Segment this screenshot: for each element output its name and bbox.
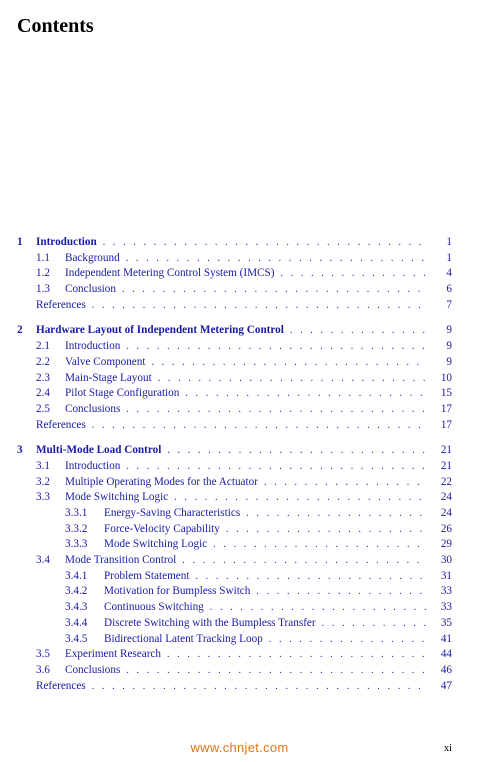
toc-entry-leader — [65, 459, 427, 475]
dot-leader — [213, 537, 427, 553]
dot-leader — [126, 339, 427, 355]
toc-entry-page[interactable]: 10 — [440, 371, 452, 384]
toc-entry-page[interactable]: 33 — [440, 601, 452, 614]
toc-entry-title[interactable]: Multiple Operating Modes for the Actuator — [65, 475, 258, 488]
toc-entry-title[interactable]: Multi-Mode Load Control — [36, 444, 162, 457]
toc-entry-leader — [65, 475, 427, 491]
toc-entry-leader — [65, 553, 427, 569]
toc-section-entry[interactable] — [0, 490, 479, 506]
toc-entry-page[interactable]: 1 — [446, 236, 452, 248]
toc-entry-title[interactable]: Experiment Research — [65, 648, 161, 661]
toc-entry-number: 1.1 — [36, 251, 50, 264]
toc-entry-title[interactable]: Independent Metering Control System (IMCS) — [65, 267, 275, 280]
toc-entry-title[interactable]: Mode Transition Control — [65, 554, 177, 567]
toc-entry-number: 3.1 — [36, 459, 50, 472]
toc-entry-page[interactable]: 35 — [440, 616, 452, 629]
toc-entry-number: 2.5 — [36, 402, 50, 415]
toc-entry-leader — [104, 537, 427, 553]
toc-entry-title[interactable]: Introduction — [65, 459, 121, 472]
toc-section-entry[interactable] — [0, 371, 479, 387]
watermark-url[interactable]: www.chnjet.com — [190, 740, 289, 755]
toc-entry-leader — [65, 355, 427, 371]
toc-entry-leader — [65, 386, 427, 402]
toc-entry-leader — [36, 323, 427, 339]
toc-entry-page[interactable]: 46 — [440, 663, 452, 676]
dot-leader — [264, 475, 427, 491]
toc-chapter-entry[interactable] — [0, 235, 479, 251]
toc-entry-number: 3.3.1 — [65, 507, 88, 519]
toc-entry-leader — [104, 632, 427, 648]
toc-section-entry[interactable] — [0, 459, 479, 475]
toc-entry-page[interactable]: 9 — [446, 324, 452, 337]
toc-entry-number: 1.2 — [36, 267, 50, 280]
toc-entry-leader — [36, 418, 427, 434]
toc-entry-title[interactable]: References — [36, 418, 86, 431]
toc-subsection-entry[interactable] — [0, 632, 479, 648]
toc-entry-title[interactable]: Hardware Layout of Independent Metering Control — [36, 324, 284, 337]
dot-leader — [92, 418, 427, 434]
toc-references-entry[interactable] — [0, 418, 479, 434]
toc-entry-title[interactable]: Pilot Stage Configuration — [65, 387, 180, 400]
dot-leader — [92, 679, 427, 695]
toc-entry-leader — [36, 235, 427, 251]
toc-subsection-entry[interactable] — [0, 616, 479, 632]
dot-leader — [126, 663, 427, 679]
toc-section-entry[interactable] — [0, 282, 479, 298]
toc-entry-leader — [104, 506, 427, 522]
toc-entry-leader — [65, 663, 427, 679]
toc-entry-leader — [65, 371, 427, 387]
dot-leader — [167, 443, 427, 459]
toc-subsection-entry[interactable] — [0, 522, 479, 538]
toc-chapter-entry[interactable] — [0, 323, 479, 339]
toc-entry-leader — [65, 266, 427, 282]
toc-entry-number: 3.2 — [36, 475, 50, 488]
toc-entry-number: 3.4.4 — [65, 616, 88, 629]
toc-entry-number: 3.4.1 — [65, 569, 88, 582]
toc-entry-leader — [65, 490, 427, 506]
toc-entry-number: 3.4.5 — [65, 632, 88, 645]
toc-entry-page[interactable]: 44 — [440, 648, 452, 661]
dot-leader — [195, 569, 427, 585]
dot-leader — [246, 506, 427, 522]
toc-entry-title[interactable]: Problem Statement — [104, 569, 190, 582]
toc-chapter — [0, 323, 479, 433]
toc-section-entry[interactable] — [0, 475, 479, 491]
toc-section-entry[interactable] — [0, 355, 479, 371]
toc-entry-number: 3.3.2 — [65, 522, 88, 535]
toc-entry-title[interactable]: References — [36, 679, 86, 692]
toc-section-entry[interactable] — [0, 553, 479, 569]
dot-leader — [185, 386, 427, 402]
toc-entry-leader — [36, 298, 427, 314]
dot-leader — [226, 522, 427, 538]
table-of-contents — [0, 235, 479, 704]
toc-entry-title[interactable]: Valve Component — [65, 355, 146, 368]
toc-entry-page[interactable]: 30 — [440, 554, 452, 567]
dot-leader — [151, 355, 427, 371]
toc-entry-leader — [65, 282, 427, 298]
dot-leader — [269, 632, 427, 648]
toc-entry-title[interactable]: Force-Velocity Capability — [104, 522, 220, 535]
toc-entry-number: 3.4.3 — [65, 601, 88, 614]
toc-section-entry[interactable] — [0, 266, 479, 282]
dot-leader — [126, 402, 427, 418]
toc-entry-number: 1.3 — [36, 283, 50, 296]
toc-entry-page[interactable]: 47 — [440, 679, 452, 692]
toc-entry-number: 3.4 — [36, 554, 50, 567]
dot-leader — [280, 266, 427, 282]
toc-entry-title[interactable]: Energy-Saving Characteristics — [104, 507, 241, 519]
toc-entry-number: 2.2 — [36, 355, 50, 368]
toc-entry-page[interactable]: 17 — [440, 418, 452, 431]
toc-chapter — [0, 235, 479, 313]
toc-entry-title[interactable]: Conclusions — [65, 663, 121, 676]
toc-section-entry[interactable] — [0, 386, 479, 402]
toc-entry-number: 2.4 — [36, 387, 50, 400]
toc-section-entry[interactable] — [0, 402, 479, 418]
dot-leader — [174, 490, 427, 506]
toc-subsection-entry[interactable] — [0, 506, 479, 522]
toc-entry-title[interactable]: Conclusion — [65, 283, 116, 296]
toc-entry-page[interactable]: 22 — [440, 475, 452, 488]
toc-chapter-entry[interactable] — [0, 443, 479, 459]
toc-entry-number: 3 — [17, 444, 23, 457]
toc-entry-page[interactable]: 15 — [440, 387, 452, 400]
toc-entry-page[interactable]: 33 — [440, 585, 452, 598]
toc-section-entry[interactable] — [0, 647, 479, 663]
toc-entry-page[interactable]: 24 — [440, 491, 452, 504]
dot-leader — [158, 371, 427, 387]
toc-entry-title[interactable]: References — [36, 298, 86, 311]
toc-entry-title[interactable]: Main-Stage Layout — [65, 371, 152, 384]
dot-leader — [182, 553, 427, 569]
toc-entry-title[interactable]: Introduction — [65, 340, 121, 353]
toc-entry-page[interactable]: 29 — [440, 538, 452, 551]
toc-entry-page[interactable]: 6 — [446, 283, 452, 296]
dot-leader — [290, 323, 427, 339]
toc-entry-leader — [65, 339, 427, 355]
toc-entry-page[interactable]: 4 — [446, 267, 452, 280]
toc-entry-page[interactable]: 9 — [446, 355, 452, 368]
toc-entry-leader — [104, 616, 427, 632]
toc-subsection-entry[interactable] — [0, 537, 479, 553]
toc-entry-title[interactable]: Conclusions — [65, 402, 121, 415]
dot-leader — [122, 282, 427, 298]
toc-entry-title[interactable]: Mode Switching Logic — [104, 538, 208, 551]
toc-entry-number: 3.3 — [36, 491, 50, 504]
toc-subsection-entry[interactable] — [0, 569, 479, 585]
toc-entry-leader — [104, 569, 427, 585]
toc-entry-leader — [104, 584, 427, 600]
toc-entry-leader — [36, 679, 427, 695]
toc-entry-number: 3.5 — [36, 648, 50, 661]
toc-entry-number: 3.4.2 — [65, 585, 88, 598]
toc-entry-page[interactable]: 26 — [440, 522, 452, 535]
dot-leader — [210, 600, 427, 616]
toc-chapter — [0, 443, 479, 694]
dot-leader — [103, 235, 427, 251]
toc-entry-leader — [65, 402, 427, 418]
toc-entry-title[interactable]: Motivation for Bumpless Switch — [104, 585, 251, 598]
toc-entry-page[interactable]: 1 — [446, 251, 452, 264]
toc-entry-leader — [104, 522, 427, 538]
toc-section-entry[interactable] — [0, 663, 479, 679]
toc-entry-page[interactable]: 21 — [440, 459, 452, 472]
toc-entry-page[interactable]: 41 — [440, 632, 452, 645]
page-title: Contents — [17, 15, 94, 37]
toc-entry-leader — [104, 600, 427, 616]
toc-entry-leader — [65, 251, 427, 267]
toc-references-entry[interactable] — [0, 298, 479, 314]
dot-leader — [126, 459, 427, 475]
page-number: xi — [443, 743, 452, 754]
toc-entry-title[interactable]: Introduction — [36, 236, 97, 248]
toc-entry-number: 2 — [17, 324, 23, 337]
toc-entry-number: 3.6 — [36, 663, 50, 676]
toc-entry-page[interactable]: 7 — [446, 298, 452, 311]
toc-entry-number: 2.1 — [36, 340, 50, 353]
toc-entry-title[interactable]: Discrete Switching with the Bumpless Transfer — [104, 616, 316, 629]
dot-leader — [92, 298, 427, 314]
toc-entry-number: 2.3 — [36, 371, 50, 384]
dot-leader — [256, 584, 427, 600]
toc-entry-page[interactable]: 17 — [440, 402, 452, 415]
toc-entry-title[interactable]: Bidirectional Latent Tracking Loop — [104, 632, 263, 645]
toc-entry-leader — [65, 647, 427, 663]
toc-entry-title[interactable]: Continuous Switching — [104, 601, 204, 614]
toc-entry-page[interactable]: 31 — [440, 569, 452, 582]
dot-leader — [167, 647, 427, 663]
toc-entry-title[interactable]: Mode Switching Logic — [65, 491, 169, 504]
toc-subsection-entry[interactable] — [0, 584, 479, 600]
toc-entry-title[interactable]: Background — [65, 251, 120, 264]
dot-leader — [322, 616, 427, 632]
toc-entry-number: 1 — [17, 236, 23, 248]
toc-entry-page[interactable]: 9 — [446, 340, 452, 353]
toc-subsection-entry[interactable] — [0, 600, 479, 616]
toc-section-entry[interactable] — [0, 251, 479, 267]
toc-entry-page[interactable]: 24 — [440, 507, 452, 519]
toc-entry-page[interactable]: 21 — [440, 444, 452, 457]
toc-section-entry[interactable] — [0, 339, 479, 355]
toc-references-entry[interactable] — [0, 679, 479, 695]
toc-entry-leader — [36, 443, 427, 459]
toc-entry-number: 3.3.3 — [65, 538, 88, 551]
dot-leader — [126, 251, 427, 267]
